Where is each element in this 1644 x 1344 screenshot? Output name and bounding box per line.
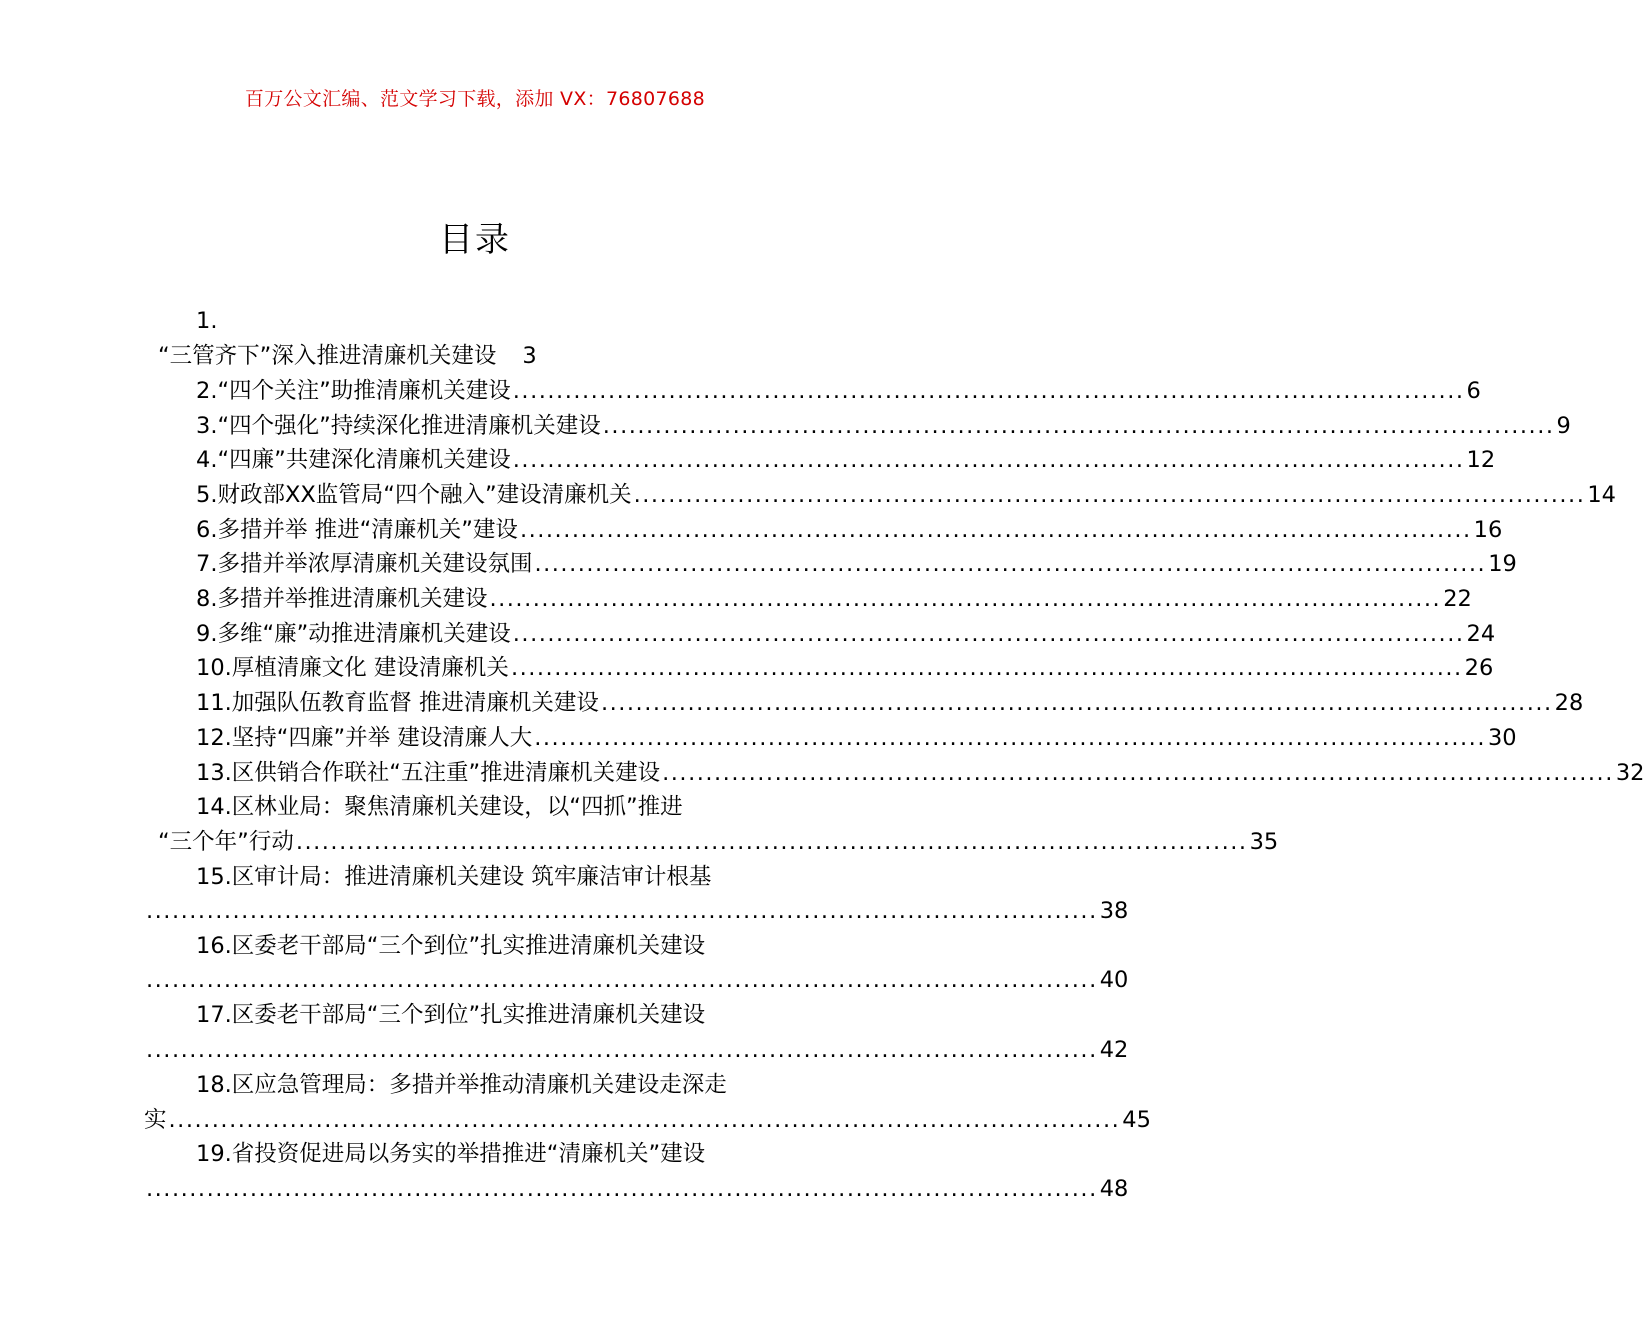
toc-entry-14-line1[interactable] xyxy=(144,791,806,823)
toc-entry-16-line2[interactable] xyxy=(144,964,1129,996)
toc-entry-page: 16 xyxy=(1473,517,1503,543)
header-note: 百万公文汇编、范文学习下载，添加 VX：76807688 xyxy=(244,88,706,110)
toc-leader: .............................................................................................................. xyxy=(602,413,1555,439)
toc-entry-text: 16.区委老干部局“三个到位”扎实推进清廉机关建设 xyxy=(196,933,706,959)
toc-entry-text: 9.多维“廉”动推进清廉机关建设 xyxy=(196,621,511,647)
toc-entry-page: 32 xyxy=(1615,760,1644,786)
toc-leader: .............................................................................................................. xyxy=(633,482,1586,508)
toc-leader: .............................................................................................................. xyxy=(600,690,1553,716)
toc-entry-text: “三个年”行动 xyxy=(158,829,294,855)
toc-entry-11[interactable] xyxy=(144,687,1584,719)
toc-leader: .............................................................................................................. xyxy=(146,1037,1098,1063)
toc-entry-15-line1[interactable] xyxy=(144,861,806,893)
toc-entry-18-line1[interactable] xyxy=(144,1069,806,1101)
toc-entry-16-line1[interactable] xyxy=(144,930,806,962)
toc-entry-page: 22 xyxy=(1443,586,1472,612)
toc-entry-text: “三管齐下”深入推进清廉机关建设 xyxy=(158,343,497,369)
toc-entry-page: 26 xyxy=(1464,655,1494,681)
toc-entry-text: 实 xyxy=(144,1107,167,1133)
toc-entry-text: 8.多措并举推进清廉机关建设 xyxy=(196,586,488,612)
toc-leader: .............................................................................................................. xyxy=(512,621,1465,647)
toc-leader: .............................................................................................................. xyxy=(519,517,1472,543)
toc-entry-text: 15.区审计局：推进清廉机关建设 筑牢廉洁审计根基 xyxy=(196,864,712,890)
toc-entry-text: 7.多措并举浓厚清廉机关建设氛围 xyxy=(196,551,533,577)
toc-entry-13[interactable] xyxy=(144,757,1644,789)
toc-entry-page: 28 xyxy=(1554,690,1584,716)
toc-entry-page: 42 xyxy=(1099,1037,1129,1063)
toc-leader: .............................................................................................................. xyxy=(146,898,1098,924)
toc-entry-text: 3.“四个强化”持续深化推进清廉机关建设 xyxy=(196,413,601,439)
toc-leader: .............................................................................................................. xyxy=(295,829,1248,855)
toc-entry-10[interactable] xyxy=(144,652,1494,684)
page-title: 目录 xyxy=(439,220,511,260)
toc-entry-page: 48 xyxy=(1099,1176,1129,1202)
toc-entry-text: 12.坚持“四廉”并举 建设清廉人大 xyxy=(196,725,533,751)
toc-entry-text: 4.“四廉”共建深化清廉机关建设 xyxy=(196,447,511,473)
toc-entry-page: 35 xyxy=(1249,829,1279,855)
toc-entry-text: 19.省投资促进局以务实的举措推进“清廉机关”建设 xyxy=(196,1141,706,1167)
toc-entry-page: 40 xyxy=(1099,967,1129,993)
toc-entry-page: 24 xyxy=(1466,621,1496,647)
toc-entry-page: 30 xyxy=(1487,725,1517,751)
toc-entry-17-line1[interactable] xyxy=(144,999,806,1031)
toc-entry-page: 6 xyxy=(1466,378,1481,404)
toc-entry-text: 5.财政部XX监管局“四个融入”建设清廉机关 xyxy=(196,482,632,508)
toc-entry-12[interactable] xyxy=(144,722,1517,754)
toc-entry-3[interactable] xyxy=(144,410,1571,442)
toc-entry-8[interactable] xyxy=(144,583,1472,615)
toc-entry-19-line2[interactable] xyxy=(144,1173,1129,1205)
toc-leader: .............................................................................................................. xyxy=(512,447,1465,473)
toc-entry-text: 13.区供销合作联社“五注重”推进清廉机关建设 xyxy=(196,760,661,786)
toc-leader: .............................................................................................................. xyxy=(146,1176,1098,1202)
toc-entry-7[interactable] xyxy=(144,548,1517,580)
toc-entry-page: 12 xyxy=(1466,447,1496,473)
toc-entry-9[interactable] xyxy=(144,618,1496,650)
toc-entry-page: 45 xyxy=(1122,1107,1151,1133)
toc-entry-17-line2[interactable] xyxy=(144,1034,1129,1066)
toc-entry-text: 10.厚植清廉文化 建设清廉机关 xyxy=(196,655,509,681)
toc-entry-page: 19 xyxy=(1488,551,1517,577)
toc-entry-18-line2[interactable] xyxy=(144,1104,1151,1136)
toc-entry-15-line2[interactable] xyxy=(144,895,1129,927)
toc-entry-5[interactable] xyxy=(144,479,1616,511)
toc-entry-1-line1[interactable] xyxy=(144,305,806,337)
toc-leader: .............................................................................................................. xyxy=(168,1107,1121,1133)
toc-leader: .............................................................................................................. xyxy=(489,586,1442,612)
toc-leader: .............................................................................................................. xyxy=(534,551,1487,577)
toc-entry-text: 1. xyxy=(196,308,218,334)
toc-entry-2[interactable] xyxy=(144,375,1481,407)
toc-entry-text: 6.多措并举 推进“清廉机关”建设 xyxy=(196,517,518,543)
toc-entry-text: 2.“四个关注”助推清廉机关建设 xyxy=(196,378,511,404)
toc-leader: .............................................................................................................. xyxy=(534,725,1486,751)
toc-entry-6[interactable] xyxy=(144,514,1503,546)
toc-leader: .............................................................................................................. xyxy=(662,760,1614,786)
toc-entry-text: 17.区委老干部局“三个到位”扎实推进清廉机关建设 xyxy=(196,1002,706,1028)
toc-leader: .............................................................................................................. xyxy=(146,967,1098,993)
toc-entry-page: 38 xyxy=(1099,898,1129,924)
toc-leader: .............................................................................................................. xyxy=(512,378,1465,404)
toc-entry-page: 3 xyxy=(522,343,537,369)
toc-entry-text: 14.区林业局：聚焦清廉机关建设，以“四抓”推进 xyxy=(196,794,683,820)
toc-entry-text: 18.区应急管理局：多措并举推动清廉机关建设走深走 xyxy=(196,1072,727,1098)
toc-entry-19-line1[interactable] xyxy=(144,1138,806,1170)
toc-entry-14-line2[interactable] xyxy=(144,826,1279,858)
toc-entry-text: 11.加强队伍教育监督 推进清廉机关建设 xyxy=(196,690,599,716)
toc-entry-1-line2[interactable] xyxy=(144,340,806,372)
toc-entry-4[interactable] xyxy=(144,444,1496,476)
toc-leader: .............................................................................................................. xyxy=(510,655,1463,681)
toc-entry-page: 14 xyxy=(1587,482,1616,508)
toc-entry-page: 9 xyxy=(1556,413,1571,439)
